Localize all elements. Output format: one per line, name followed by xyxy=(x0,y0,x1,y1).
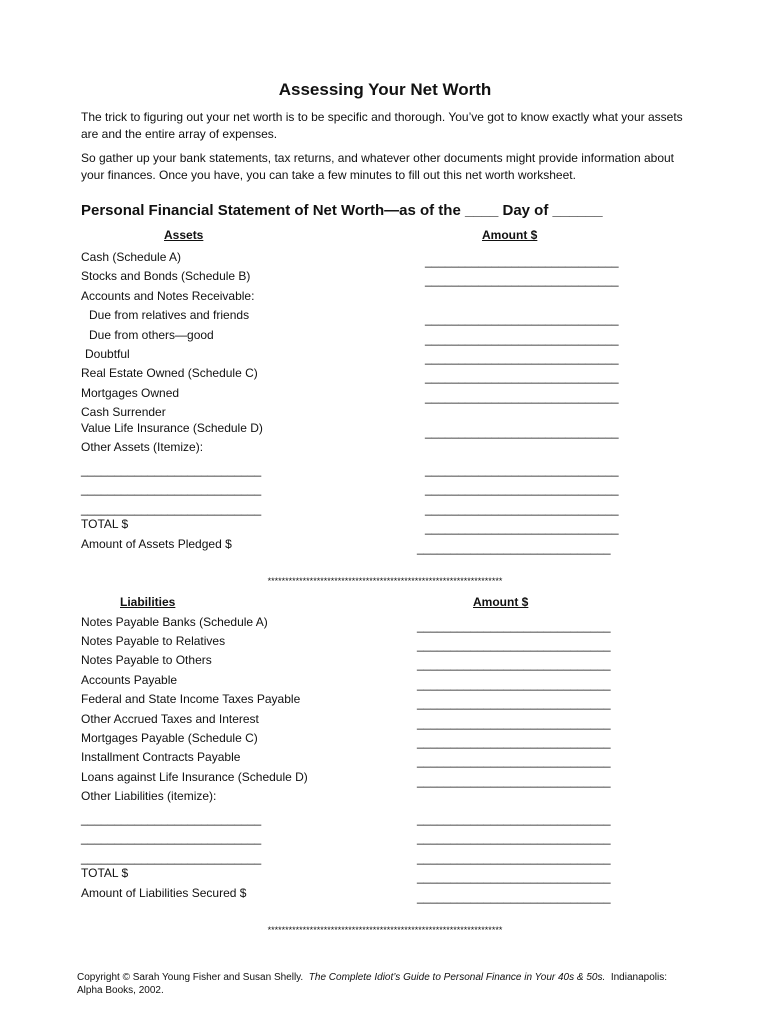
asset-row xyxy=(0,386,770,404)
liability-label: Other Accrued Taxes and Interest xyxy=(81,712,259,726)
asset-label: Cash (Schedule A) xyxy=(81,250,182,264)
liability-label: Other Liabilities (itemize): xyxy=(81,789,217,803)
liability-row xyxy=(0,712,770,730)
asset-label: Other Assets (Itemize): xyxy=(81,440,204,454)
liability-label: Amount of Liabilities Secured $ xyxy=(81,886,247,900)
separator-1: ******************************************************************* xyxy=(267,576,503,586)
copyright-prefix: Copyright © Sarah Young Fisher and Susan Shelly. xyxy=(77,972,304,983)
liability-amount-line[interactable]: _____________________________ xyxy=(417,735,611,749)
liabilities-amount-header: Amount $ xyxy=(473,595,529,609)
liability-row xyxy=(0,789,770,807)
asset-amount-line[interactable]: _____________________________ xyxy=(425,370,619,384)
asset-amount-line[interactable]: _____________________________ xyxy=(425,425,619,439)
liability-amount-line[interactable]: _____________________________ xyxy=(417,696,611,710)
asset-amount-line[interactable]: _____________________________ xyxy=(417,541,611,555)
liability-label: Notes Payable to Others xyxy=(81,653,212,667)
asset-label: Doubtful xyxy=(85,347,130,361)
liability-amount-line[interactable]: _____________________________ xyxy=(417,754,611,768)
asset-label: Cash Surrender xyxy=(81,405,166,419)
asset-label: Stocks and Bonds (Schedule B) xyxy=(81,269,251,283)
liability-row xyxy=(0,770,770,788)
asset-amount-line[interactable]: _____________________________ xyxy=(425,254,619,268)
asset-label: Mortgages Owned xyxy=(81,386,180,400)
asset-row xyxy=(0,482,770,500)
liability-itemize-line[interactable]: ___________________________ xyxy=(81,831,262,845)
liability-amount-line[interactable]: _____________________________ xyxy=(417,812,611,826)
liability-label: Accounts Payable xyxy=(81,673,178,687)
liability-amount-line[interactable]: _____________________________ xyxy=(417,657,611,671)
assets-amount-header: Amount $ xyxy=(482,228,538,242)
liability-label: Mortgages Payable (Schedule C) xyxy=(81,731,258,745)
asset-amount-line[interactable]: _____________________________ xyxy=(425,312,619,326)
asset-row xyxy=(0,421,770,439)
liabilities-header: Liabilities xyxy=(120,595,176,609)
asset-row xyxy=(0,347,770,365)
page-title: Assessing Your Net Worth xyxy=(278,80,492,99)
separator-2: ******************************************************************* xyxy=(267,925,503,935)
copyright-suffix: Indianapolis: Alpha Books, 2002. xyxy=(77,972,667,996)
asset-amount-line[interactable]: _____________________________ xyxy=(425,521,619,535)
asset-label: TOTAL $ xyxy=(81,517,129,531)
asset-row xyxy=(0,308,770,326)
liability-row xyxy=(0,673,770,691)
liability-row xyxy=(0,886,770,904)
asset-row xyxy=(0,366,770,384)
liability-amount-line[interactable]: _____________________________ xyxy=(417,870,611,884)
asset-amount-line[interactable]: _____________________________ xyxy=(425,332,619,346)
liability-label: Federal and State Income Taxes Payable xyxy=(81,692,301,706)
intro-paragraph-1: The trick to figuring out your net worth is to be specific and thorough. You’ve got to know exactly what your assets are and the entire array of expenses. xyxy=(81,110,683,141)
asset-amount-line[interactable]: _____________________________ xyxy=(425,463,619,477)
asset-row xyxy=(0,250,770,268)
liability-amount-line[interactable]: _____________________________ xyxy=(417,716,611,730)
liability-label: TOTAL $ xyxy=(81,866,129,880)
liability-amount-line[interactable]: _____________________________ xyxy=(417,677,611,691)
asset-label: Accounts and Notes Receivable: xyxy=(81,289,255,303)
liability-amount-line[interactable]: _____________________________ xyxy=(417,774,611,788)
copyright-note xyxy=(77,971,692,997)
asset-row xyxy=(0,269,770,287)
liability-row xyxy=(0,866,770,884)
liability-label: Notes Payable to Relatives xyxy=(81,634,226,648)
liability-row xyxy=(0,731,770,749)
liability-amount-line[interactable]: _____________________________ xyxy=(417,831,611,845)
asset-label: Amount of Assets Pledged $ xyxy=(81,537,232,551)
asset-amount-line[interactable]: _____________________________ xyxy=(425,351,619,365)
liability-label: Notes Payable Banks (Schedule A) xyxy=(81,615,268,629)
liability-row xyxy=(0,831,770,849)
asset-row xyxy=(0,328,770,346)
liability-row xyxy=(0,812,770,830)
statement-title: Personal Financial Statement of Net Worth—as of the ____ Day of ______ xyxy=(81,202,603,219)
asset-amount-line[interactable]: _____________________________ xyxy=(425,390,619,404)
liability-amount-line[interactable]: _____________________________ xyxy=(417,890,611,904)
liability-row xyxy=(0,653,770,671)
liability-label: Loans against Life Insurance (Schedule D) xyxy=(81,770,308,784)
intro-paragraph-2: So gather up your bank statements, tax returns, and whatever other documents might provide information about your finances. Once you have, you can take a few minutes to fill out this net worth worksheet. xyxy=(81,151,674,182)
asset-amount-line[interactable]: _____________________________ xyxy=(425,273,619,287)
asset-label: Due from relatives and friends xyxy=(89,308,250,322)
liability-itemize-line[interactable]: ___________________________ xyxy=(81,812,262,826)
asset-itemize-line[interactable]: ___________________________ xyxy=(81,463,262,477)
asset-row xyxy=(0,517,770,535)
asset-amount-line[interactable]: _____________________________ xyxy=(425,482,619,496)
asset-row xyxy=(0,463,770,481)
asset-row xyxy=(0,537,770,555)
asset-row xyxy=(0,289,770,307)
liability-itemize-line[interactable]: ___________________________ xyxy=(81,851,262,865)
copyright-book-title: The Complete Idiot’s Guide to Personal Finance in Your 40s & 50s. xyxy=(308,972,606,983)
asset-amount-line[interactable]: _____________________________ xyxy=(425,502,619,516)
liability-label: Installment Contracts Payable xyxy=(81,750,241,764)
liability-amount-line[interactable]: _____________________________ xyxy=(417,851,611,865)
asset-label: Value Life Insurance (Schedule D) xyxy=(81,421,263,435)
liability-row xyxy=(0,750,770,768)
liability-row xyxy=(0,634,770,652)
asset-label: Due from others—good xyxy=(89,328,214,342)
liability-amount-line[interactable]: _____________________________ xyxy=(417,638,611,652)
assets-header: Assets xyxy=(164,228,204,242)
asset-row xyxy=(0,440,770,458)
liability-amount-line[interactable]: _____________________________ xyxy=(417,619,611,633)
asset-itemize-line[interactable]: ___________________________ xyxy=(81,482,262,496)
liability-row xyxy=(0,615,770,633)
asset-label: Real Estate Owned (Schedule C) xyxy=(81,366,258,380)
liability-row xyxy=(0,692,770,710)
asset-itemize-line[interactable]: ___________________________ xyxy=(81,502,262,516)
